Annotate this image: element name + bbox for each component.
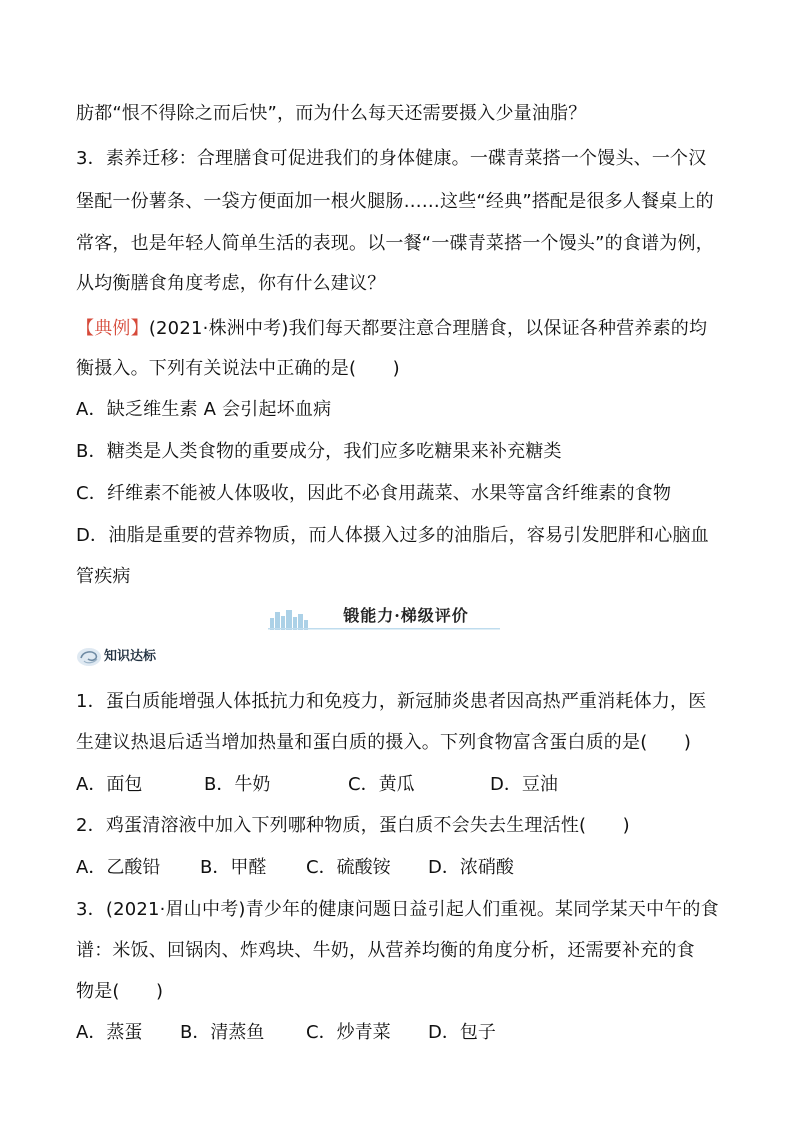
example-option-b: B．糖类是人类食物的重要成分，我们应多吃糖果来补充糖类 [76,441,562,462]
option-b: B．牛奶 [204,774,271,795]
swirl-icon [76,646,102,668]
example-line-2: 衡摄入。下列有关说法中正确的是( ) [76,358,400,379]
option-d: D．浓硝酸 [428,857,514,878]
question-3-line-2: 堡配一份薯条、一袋方便面加一根火腿肠……这些“经典”搭配是很多人餐桌上的 [76,191,714,212]
question-3-line-1: 3．素养迁移：合理膳食可促进我们的身体健康。一碟青菜搭一个馒头、一个汉 [76,148,707,169]
section-badge-label: 知识达标 [104,649,157,664]
example-option-d-line-2: 管疾病 [76,566,131,587]
option-c: C．硫酸铵 [306,857,391,878]
option-d: D．豆油 [490,774,558,795]
example-option-d-line-1: D．油脂是重要的营养物质，而人体摄入过多的油脂后，容易引发肥胖和心脑血 [76,525,709,546]
example-tag: 【典例】 [76,318,149,339]
option-a: A．乙酸铅 [76,857,161,878]
question-1-options [76,772,726,798]
question-3-line-1: 3．(2021·眉山中考)青少年的健康问题日益引起人们重视。某同学某天中午的食 [76,899,719,920]
example-stem: (2021·株洲中考)我们每天都要注意合理膳食，以保证各种营养素的均 [148,318,708,339]
question-3-line-3: 常客，也是年轻人简单生活的表现。以一餐“一碟青菜搭一个馒头”的食谱为例， [76,233,714,254]
question-1-line-2: 生建议热退后适当增加热量和蛋白质的摄入。下列食物富含蛋白质的是( ) [76,732,692,753]
text-line: 肪都“恨不得除之而后快”，而为什么每天还需要摄入少量油脂？ [76,103,587,124]
option-c: C．炒青菜 [306,1022,391,1043]
option-c: C．黄瓜 [348,774,415,795]
example-line-1 [76,316,726,342]
option-a: A．面包 [76,774,143,795]
question-2-options [76,855,726,881]
example-option-c: C．纤维素不能被人体吸收，因此不必食用蔬菜、水果等富含纤维素的食物 [76,483,672,504]
question-3-options [76,1020,726,1046]
section-title: 锻能力·梯级评价 [343,606,469,625]
question-1-line-1: 1．蛋白质能增强人体抵抗力和免疫力，新冠肺炎患者因高热严重消耗体力，医 [76,691,707,712]
option-d: D．包子 [428,1022,496,1043]
option-a: A．蒸蛋 [76,1022,143,1043]
option-b: B．甲醛 [200,857,267,878]
question-2-line-1: 2．鸡蛋清溶液中加入下列哪种物质，蛋白质不会失去生理活性( ) [76,815,630,836]
question-3-line-4: 从均衡膳食角度考虑，你有什么建议？ [76,273,386,294]
option-b: B．清蒸鱼 [180,1022,265,1043]
section-badge [76,646,186,668]
question-3-line-3: 物是( ) [76,981,164,1002]
question-3-line-2: 谱：米饭、回锅肉、炸鸡块、牛奶，从营养均衡的角度分析，还需要补充的食 [76,940,695,961]
section-banner [268,602,500,630]
example-option-a: A．缺乏维生素 A 会引起坏血病 [76,399,332,420]
